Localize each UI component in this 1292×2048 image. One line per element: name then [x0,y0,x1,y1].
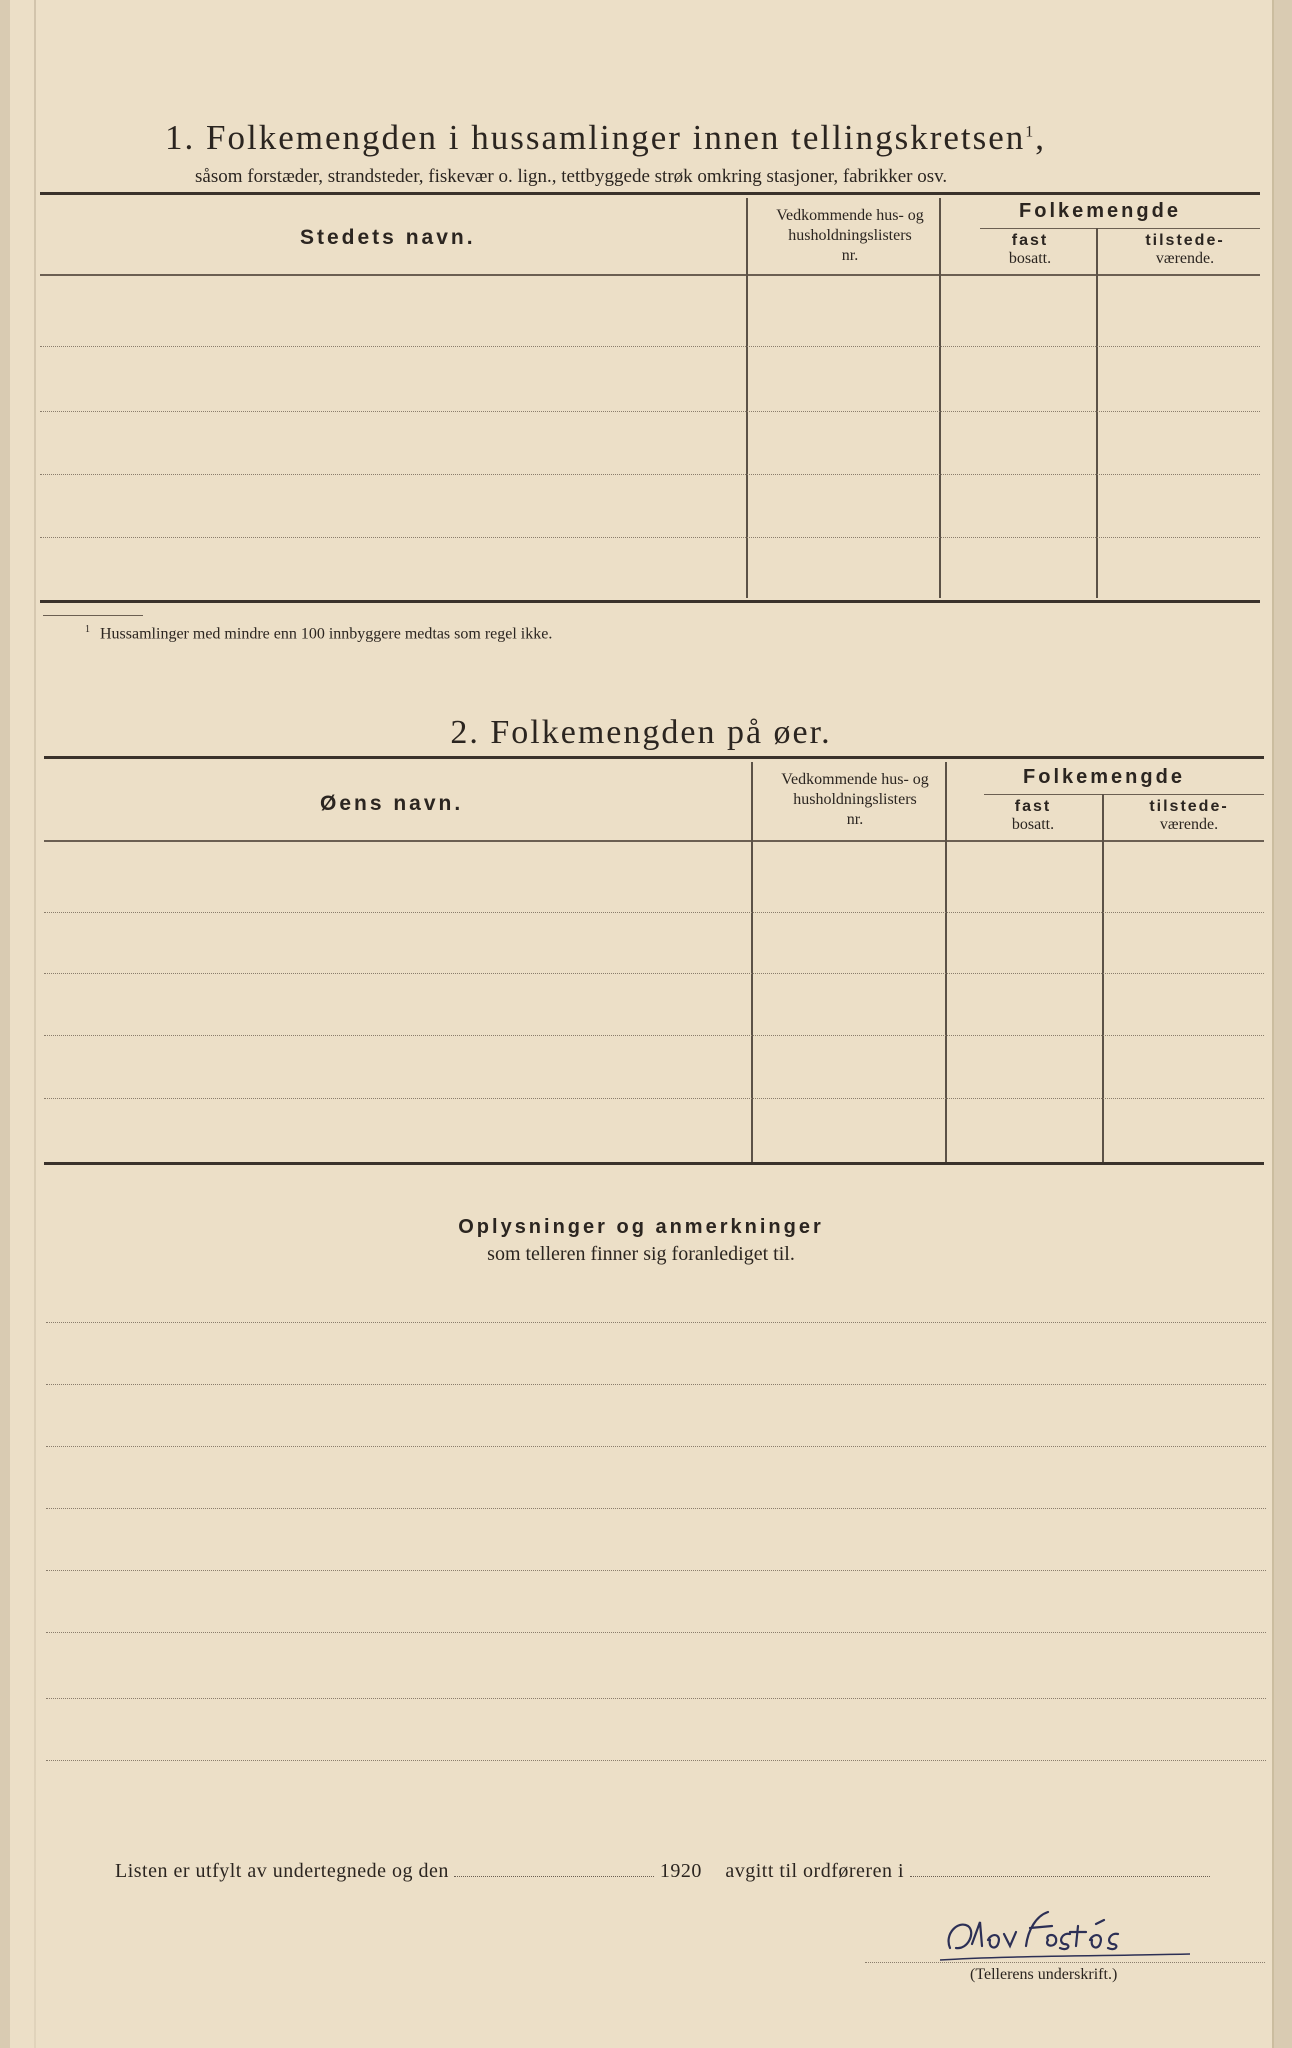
table1-row-line [40,537,1260,538]
table2-bottom-rule [44,1162,1264,1165]
table2-top-rule [44,756,1264,759]
table2-divider [1102,794,1104,1162]
remarks-line [46,1508,1266,1509]
table1-col-tilstede: tilstede- værende. [1145,232,1225,267]
table1-col-fast: fast bosatt. [1008,232,1052,267]
table2-col-tilstede: tilstede- værende. [1149,798,1229,833]
signature-line [865,1962,1265,1963]
table1-col-lists: Vedkommende hus- og husholdningslisters nr. [776,207,924,264]
table1-divider [1096,228,1098,598]
table1-row-line [40,411,1260,412]
section1-subtitle: såsom forstæder, strandsteder, fiskevær o. lign., tettbyggede strøk omkring stasjoner, fabrikker osv. [195,166,948,187]
table1-divider [746,198,748,598]
section1-title: 1. Folkemengden i hussamlinger innen tellingskretsen$^1$, [165,118,1047,157]
remarks-line [46,1384,1266,1385]
footnote-rule [43,615,143,616]
table2-col-lists: Vedkommende hus- og husholdningslisters nr. [781,771,929,828]
table2-row-line [44,1035,1264,1036]
table1-row-line [40,346,1260,347]
census-form-page [10,0,1274,2048]
table1-top-rule [40,192,1260,195]
table1-header-rule [40,274,1260,276]
signature-statement: Listen er utfylt av undertegnede og den 1920 avgitt til ordføreren i [115,1860,1210,1883]
section1-footnote: $^1$ Hussamlinger med mindre enn 100 innbyggere medtas som regel ikke. [85,624,553,643]
table1-col-name: Stedets navn. [300,226,476,249]
table2-row-line [44,1098,1264,1099]
table2-divider [751,762,753,1162]
remarks-line [46,1760,1266,1761]
svg-text:Olav Fostås: Olav Fostås [950,1944,955,1945]
section2-title: 2. Folkemengden på øer. [450,714,832,751]
table2-divider [945,762,947,1162]
signature-caption: (Tellerens underskrift.) [970,1966,1118,1983]
table1-bottom-rule [40,600,1260,603]
table2-row-line [44,912,1264,913]
table2-header-rule [44,840,1264,842]
handwritten-signature [940,1904,1200,1969]
page-fold [34,0,36,2048]
table2-row-line [44,973,1264,974]
remarks-line [46,1632,1266,1633]
table2-col-name: Øens navn. [320,792,464,815]
remarks-line [46,1698,1266,1699]
table2-col-folkemengde: Folkemengde [1023,766,1185,788]
remarks-line [46,1570,1266,1571]
table1-divider [939,198,941,598]
table2-col-fast: fast bosatt. [1011,798,1055,833]
table2-folk-subrule [984,794,1264,795]
remarks-line [46,1446,1266,1447]
table1-row-line [40,474,1260,475]
remarks-title: Oplysninger og anmerkninger [458,1216,824,1238]
remarks-subtitle: som telleren finner sig foranlediget til. [487,1243,795,1265]
table1-folk-subrule [980,228,1260,229]
remarks-line [46,1322,1266,1323]
table1-col-folkemengde: Folkemengde [1019,200,1181,222]
